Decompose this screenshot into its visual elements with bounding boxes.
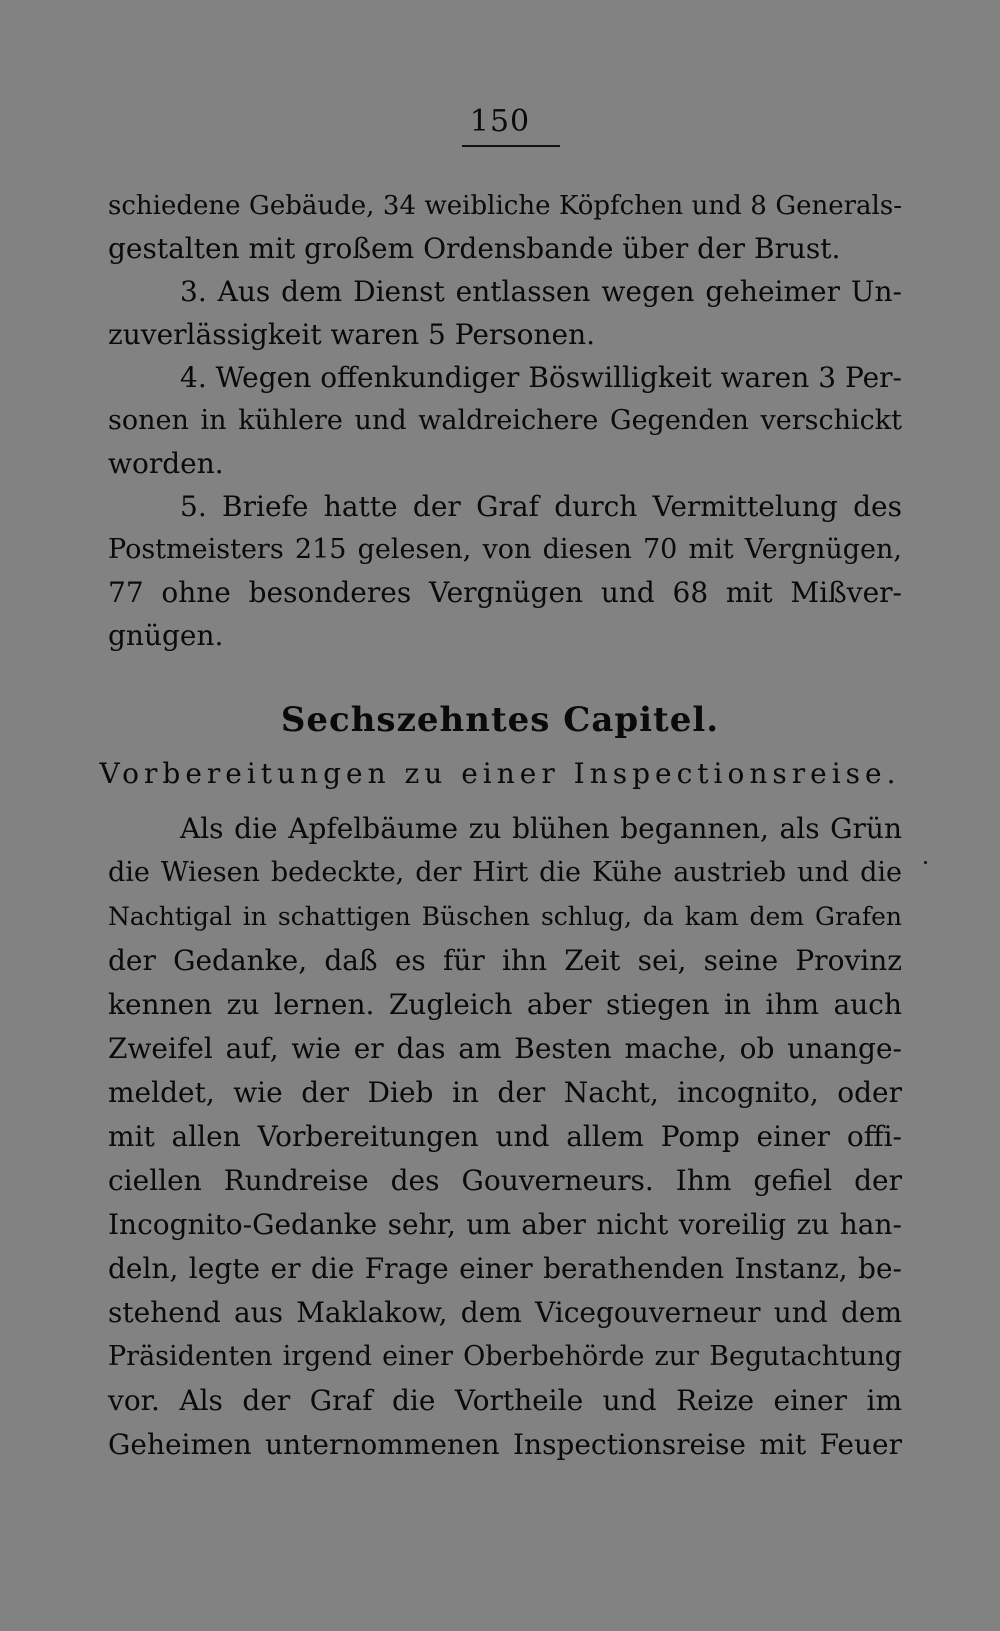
text-line: Zweifel auf, wie er das am Besten mache, ob unange- (108, 1032, 902, 1065)
page-number: 150 (469, 104, 531, 139)
text-line: schiedene Gebäude, 34 weibliche Köpfchen und 8 Generals- (108, 191, 902, 221)
chapter-title: Sechszehntes Capitel. (280, 700, 720, 740)
text-line: 77 ohne besonderes Vergnügen und 68 mit Mißver- (108, 576, 902, 609)
text-line: Geheimen unternommenen Inspectionsreise mit Feuer (108, 1428, 902, 1461)
page-number-rule (462, 145, 560, 147)
text-line: worden. (108, 447, 224, 480)
text-line: Postmeisters 215 gelesen, von diesen 70 mit Vergnügen, (108, 534, 902, 565)
text-line: Incognito-Gedanke sehr, um aber nicht voreilig zu han- (108, 1208, 902, 1241)
chapter-subtitle: Vorbereitungen zu einer Inspectionsreise. (99, 757, 901, 790)
text-line: 5. Briefe hatte der Graf durch Vermittelung des (180, 490, 902, 523)
print-speck (924, 861, 927, 864)
text-line: 3. Aus dem Dienst entlassen wegen geheimer Un- (180, 275, 902, 308)
text-line: gnügen. (108, 619, 224, 652)
text-line: meldet, wie der Dieb in der Nacht, incognito, oder (108, 1076, 902, 1109)
text-line: deln, legte er die Frage einer berathenden Instanz, be- (108, 1252, 902, 1285)
text-line: Nachtigal in schattigen Büschen schlug, da kam dem Grafen (108, 902, 902, 931)
text-line: gestalten mit großem Ordensbande über der Brust. (108, 232, 841, 265)
text-line: Als die Apfelbäume zu blühen begannen, als Grün (180, 812, 902, 845)
text-line: sonen in kühlere und waldreichere Gegenden verschickt (108, 405, 902, 436)
text-line: 4. Wegen offenkundiger Böswilligkeit waren 3 Per- (180, 361, 902, 394)
text-line: Präsidenten irgend einer Oberbehörde zur Begutachtung (108, 1341, 902, 1372)
text-line: der Gedanke, daß es für ihn Zeit sei, seine Provinz (108, 944, 902, 977)
text-line: vor. Als der Graf die Vortheile und Reize einer im (108, 1384, 902, 1417)
text-line: die Wiesen bedeckte, der Hirt die Kühe austrieb und die (108, 857, 902, 888)
text-line: kennen zu lernen. Zugleich aber stiegen in ihm auch (108, 988, 902, 1021)
text-line: mit allen Vorbereitungen und allem Pomp einer offi- (108, 1120, 902, 1153)
text-line: stehend aus Maklakow, dem Vicegouverneur und dem (108, 1296, 902, 1329)
text-line: ciellen Rundreise des Gouverneurs. Ihm gefiel der (108, 1164, 902, 1197)
text-line: zuverlässigkeit waren 5 Personen. (108, 318, 596, 351)
